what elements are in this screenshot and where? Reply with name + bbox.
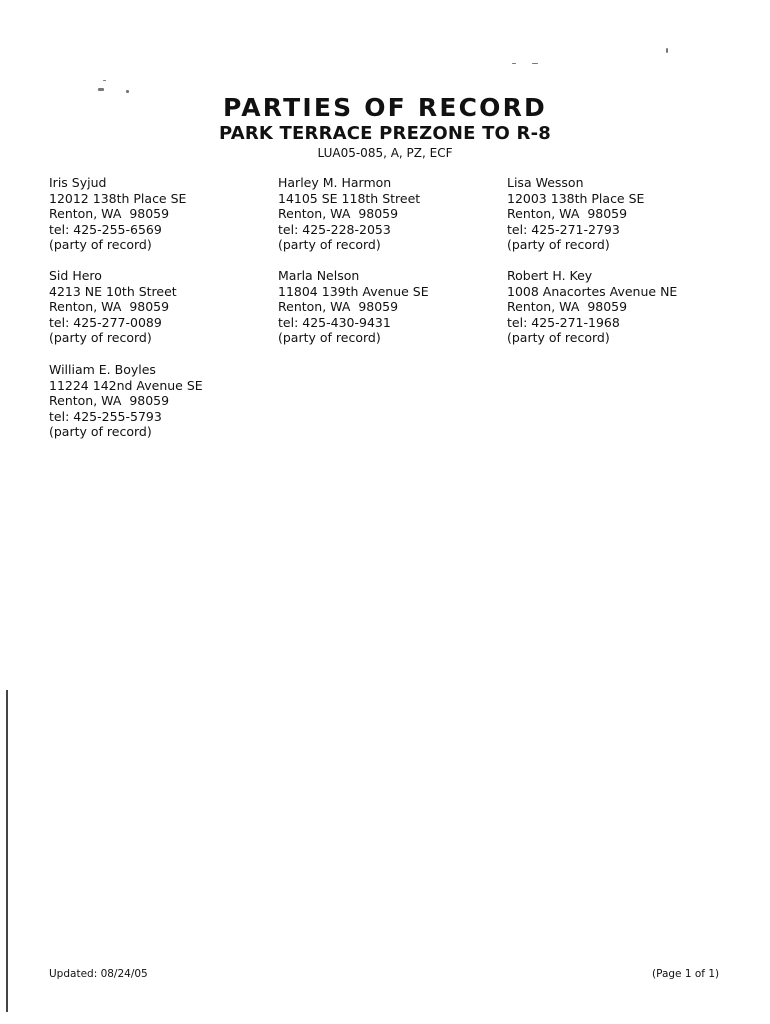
document-title [0, 93, 770, 122]
party-name: Harley M. Harmon [278, 175, 392, 190]
party-role: (party of record) [278, 237, 381, 253]
party-entry [278, 268, 429, 346]
party-tel: tel: 425-271-2793 [507, 221, 620, 237]
party-street: 11804 139th Avenue SE [278, 283, 429, 299]
party-name: Iris Syjud [49, 175, 107, 190]
party-entry [507, 175, 644, 253]
party-street: 4213 NE 10th Street [49, 283, 177, 299]
page-indicator: (Page 1 of 1) [652, 968, 720, 980]
party-city: Renton, WA 98059 [507, 206, 628, 222]
party-role: (party of record) [49, 237, 152, 253]
updated-date: Updated: 08/24/05 [49, 968, 148, 980]
party-entry [278, 175, 420, 253]
scan-speck [98, 88, 104, 91]
party-street: 12003 138th Place SE [507, 190, 645, 206]
party-tel: tel: 425-271-1968 [507, 314, 620, 330]
party-name: Lisa Wesson [507, 175, 584, 190]
subtitle-text: PARK TERRACE PREZONE TO R-8 [219, 123, 551, 144]
scan-speck [532, 63, 538, 64]
party-role: (party of record) [278, 330, 381, 346]
party-entry [49, 362, 203, 440]
party-city: Renton, WA 98059 [49, 393, 170, 409]
scan-speck [512, 63, 516, 64]
party-tel: tel: 425-255-6569 [49, 221, 162, 237]
party-entry [49, 175, 186, 253]
party-name: Sid Hero [49, 268, 102, 283]
party-city: Renton, WA 98059 [507, 299, 628, 315]
file-number-text: LUA05-085, A, PZ, ECF [317, 146, 453, 160]
party-name: William E. Boyles [49, 362, 156, 377]
party-role: (party of record) [49, 330, 152, 346]
party-tel: tel: 425-277-0089 [49, 314, 162, 330]
document-subtitle [0, 123, 770, 144]
file-number [0, 146, 770, 160]
party-tel: tel: 425-255-5793 [49, 408, 162, 424]
party-role: (party of record) [507, 330, 610, 346]
party-role: (party of record) [49, 424, 152, 440]
party-city: Renton, WA 98059 [49, 206, 170, 222]
party-tel: tel: 425-228-2053 [278, 221, 391, 237]
party-entry [507, 268, 677, 346]
scan-edge-line [6, 690, 8, 1012]
party-street: 11224 142nd Avenue SE [49, 377, 203, 393]
party-entry [49, 268, 177, 346]
party-city: Renton, WA 98059 [278, 299, 399, 315]
party-tel: tel: 425-430-9431 [278, 314, 391, 330]
party-name: Robert H. Key [507, 268, 593, 283]
scan-speck [103, 80, 106, 81]
party-city: Renton, WA 98059 [278, 206, 399, 222]
title-text: PARTIES OF RECORD [222, 93, 547, 122]
party-role: (party of record) [507, 237, 610, 253]
party-street: 14105 SE 118th Street [278, 190, 421, 206]
party-street: 12012 138th Place SE [49, 190, 187, 206]
scan-speck [666, 48, 668, 53]
party-city: Renton, WA 98059 [49, 299, 170, 315]
party-name: Marla Nelson [278, 268, 360, 283]
party-street: 1008 Anacortes Avenue NE [507, 283, 678, 299]
